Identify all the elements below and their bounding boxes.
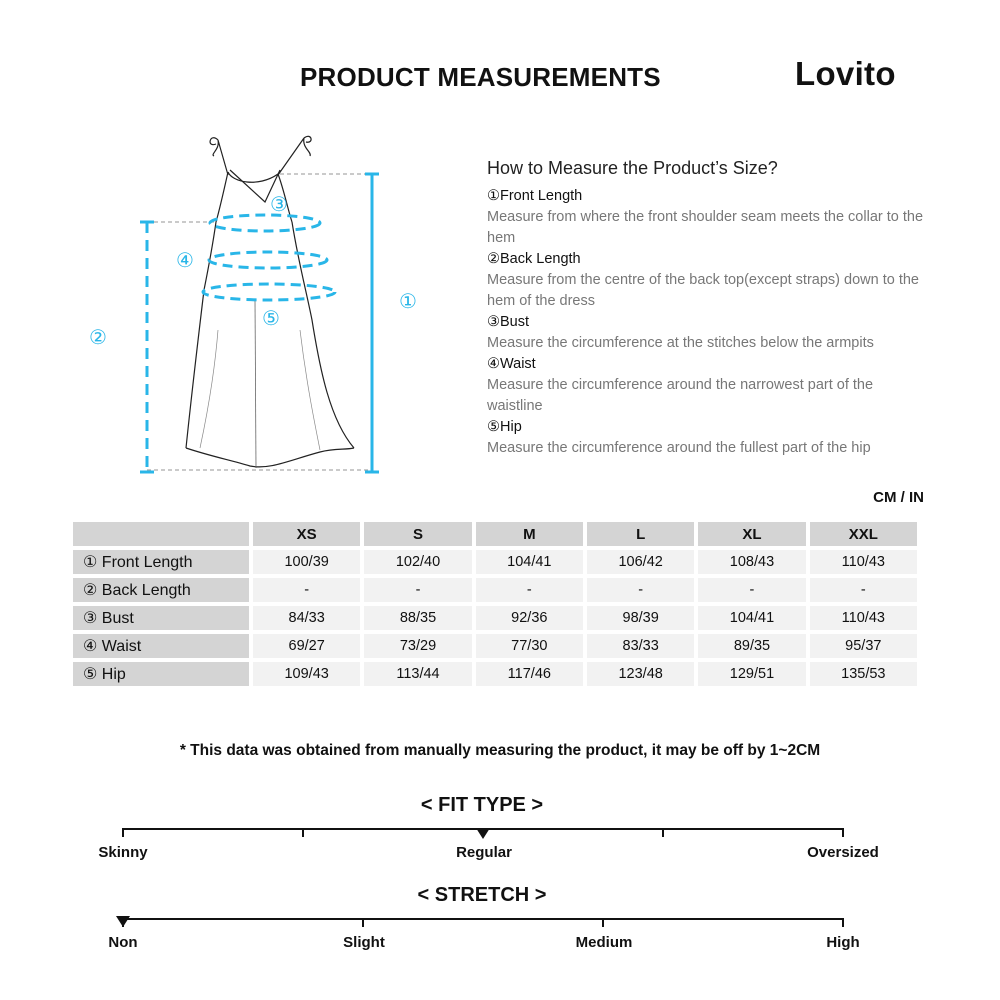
stretch-title: < STRETCH > xyxy=(417,884,547,906)
table-cell: 110/43 xyxy=(810,606,917,630)
table-cell: 69/27 xyxy=(253,634,360,658)
table-cell: - xyxy=(698,578,805,602)
size-header: XS xyxy=(253,522,360,546)
step-front-length-title: ①Front Length xyxy=(487,188,583,204)
fit-label-oversized: Oversized xyxy=(807,844,879,861)
table-cell: 92/36 xyxy=(476,606,583,630)
table-cell: 104/41 xyxy=(698,606,805,630)
fit-scale-tick xyxy=(662,828,664,837)
table-cell: 117/46 xyxy=(476,662,583,686)
size-header: XXL xyxy=(810,522,917,546)
dress-measurement-diagram xyxy=(80,130,440,480)
page-title: PRODUCT MEASUREMENTS xyxy=(300,62,661,92)
dress-straps xyxy=(210,136,311,202)
table-cell: 77/30 xyxy=(476,634,583,658)
table-cell: 104/41 xyxy=(476,550,583,574)
guide-lines xyxy=(147,174,370,470)
fit-label-skinny: Skinny xyxy=(98,844,148,861)
stretch-selected-marker-icon xyxy=(116,916,130,927)
table-cell: 98/39 xyxy=(587,606,694,630)
table-cell: 113/44 xyxy=(364,662,471,686)
stretch-label-high: High xyxy=(826,934,860,951)
table-cell: 108/43 xyxy=(698,550,805,574)
table-row xyxy=(73,634,917,658)
fit-selected-marker-icon xyxy=(476,828,490,839)
fit-type-title: < FIT TYPE > xyxy=(420,794,544,816)
step-bust-title: ③Bust xyxy=(487,314,530,330)
step-back-length-description: Measure from the centre of the back top(except straps) down to the hem of the dress xyxy=(487,272,919,309)
brand-logo: Lovito xyxy=(795,55,896,92)
table-cell: 84/33 xyxy=(253,606,360,630)
stretch-label-slight: Slight xyxy=(343,934,385,951)
table-row xyxy=(73,578,917,602)
table-cell: - xyxy=(587,578,694,602)
table-cell: 73/29 xyxy=(364,634,471,658)
stretch-label-medium: Medium xyxy=(575,934,633,951)
marker-bust: ③ xyxy=(270,192,288,216)
table-row xyxy=(73,606,917,630)
stretch-scale-tick xyxy=(602,918,604,927)
row-label: ① Front Length xyxy=(73,550,249,574)
measure-instructions xyxy=(487,158,927,459)
step-hip-title: ⑤Hip xyxy=(487,419,522,435)
table-cell: 89/35 xyxy=(698,634,805,658)
step-hip-description: Measure the circumference around the fullest part of the hip xyxy=(487,440,871,456)
waist-ellipse xyxy=(209,252,327,268)
table-cell: 88/35 xyxy=(364,606,471,630)
stretch-scale-tick xyxy=(362,918,364,927)
row-label: ④ Waist xyxy=(73,634,249,658)
size-header-row xyxy=(73,522,917,546)
step-back-length-title: ②Back Length xyxy=(487,251,581,267)
table-row xyxy=(73,550,917,574)
table-cell: 110/43 xyxy=(810,550,917,574)
table-cell: 135/53 xyxy=(810,662,917,686)
stretch-scale-line xyxy=(123,918,844,920)
hip-ellipse xyxy=(203,284,335,300)
step-front-length-description: Measure from where the front shoulder seam meets the collar to the hem xyxy=(487,209,924,246)
marker-back-length: ② xyxy=(89,325,107,349)
table-cell: 123/48 xyxy=(587,662,694,686)
fit-label-regular: Regular xyxy=(456,844,512,861)
stretch-scale-tick xyxy=(842,918,844,927)
table-cell: - xyxy=(476,578,583,602)
table-cell: 109/43 xyxy=(253,662,360,686)
fit-scale-tick xyxy=(302,828,304,837)
step-bust-description: Measure the circumference at the stitches below the armpits xyxy=(487,335,874,351)
table-cell: 100/39 xyxy=(253,550,360,574)
row-label: ⑤ Hip xyxy=(73,662,249,686)
marker-waist: ④ xyxy=(176,248,194,272)
table-cell: 102/40 xyxy=(364,550,471,574)
table-cell: - xyxy=(364,578,471,602)
unit-label: CM / IN xyxy=(873,489,924,506)
table-cell: 106/42 xyxy=(587,550,694,574)
table-row xyxy=(73,662,917,686)
size-header: XL xyxy=(698,522,805,546)
fit-scale-tick xyxy=(842,828,844,837)
stretch-label-non: Non xyxy=(108,934,138,951)
table-cell: 129/51 xyxy=(698,662,805,686)
bust-ellipse xyxy=(210,215,320,231)
row-label: ② Back Length xyxy=(73,578,249,602)
size-header: L xyxy=(587,522,694,546)
size-header: M xyxy=(476,522,583,546)
fit-scale-tick xyxy=(122,828,124,837)
table-cell: - xyxy=(810,578,917,602)
table-cell: 83/33 xyxy=(587,634,694,658)
table-cell: 95/37 xyxy=(810,634,917,658)
step-waist-description: Measure the circumference around the narrowest part of the waistline xyxy=(487,377,874,414)
size-table xyxy=(69,518,921,690)
row-label: ③ Bust xyxy=(73,606,249,630)
table-cell: - xyxy=(253,578,360,602)
table-corner-cell xyxy=(73,522,249,546)
marker-front-length: ① xyxy=(399,289,417,313)
marker-hip: ⑤ xyxy=(262,306,280,330)
instructions-heading: How to Measure the Product’s Size? xyxy=(487,158,778,178)
step-waist-title: ④Waist xyxy=(487,356,536,372)
size-header: S xyxy=(364,522,471,546)
measurement-footnote: * This data was obtained from manually measuring the product, it may be off by 1~2CM xyxy=(179,742,821,759)
